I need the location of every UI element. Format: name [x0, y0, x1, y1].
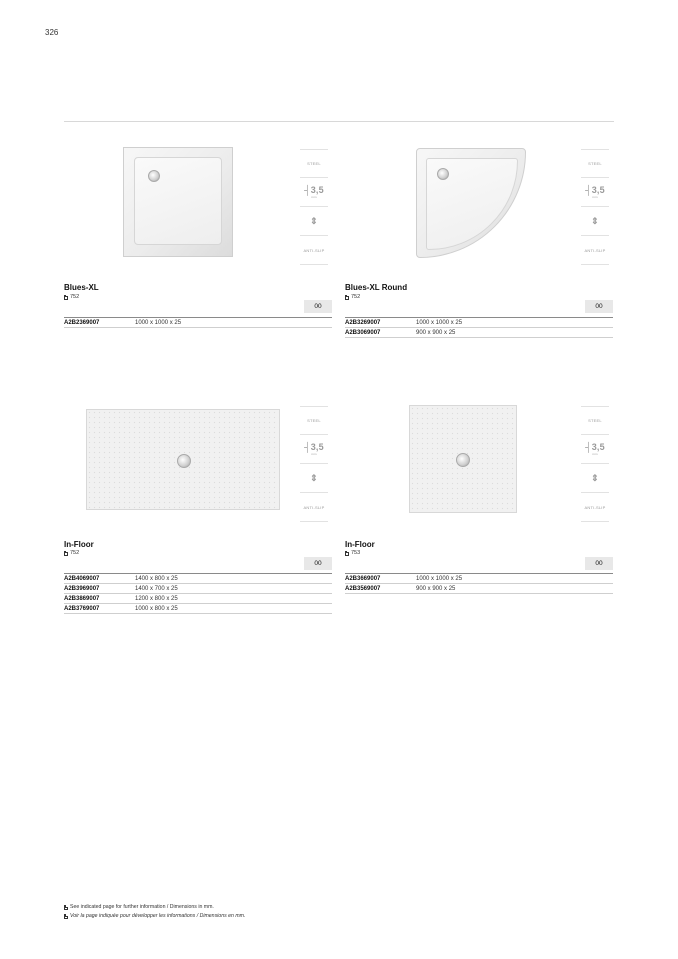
slope-icon: ┤3,5 mm	[581, 435, 609, 464]
shower-tray-image	[416, 148, 526, 258]
product-dimensions: 1000 x 1000 x 25	[416, 575, 463, 582]
product-title: In-Floor	[345, 540, 375, 549]
height-arrows-icon: ⇕	[581, 207, 609, 236]
page-number: 326	[45, 28, 59, 37]
page-reference	[64, 294, 79, 300]
color-code-badge: 00	[585, 300, 613, 313]
product-image-area	[64, 382, 332, 532]
color-code-badge: 00	[585, 557, 613, 570]
drain-icon	[148, 170, 160, 182]
feature-icons	[300, 149, 328, 265]
drain-icon	[456, 453, 470, 467]
feature-icons	[581, 149, 609, 265]
feature-icons	[300, 406, 328, 522]
table-row	[64, 584, 332, 594]
table-row	[64, 318, 332, 328]
page-ref-number: 753	[351, 550, 361, 556]
slope-unit: mm	[311, 452, 317, 456]
product-image-area	[64, 125, 332, 275]
footnote-english: See indicated page for further information / Dimensions in mm.	[70, 904, 214, 910]
steel-material-icon: STEEL	[300, 149, 328, 178]
slope-value: 3,5	[591, 185, 605, 195]
product-code: A2B3969007	[64, 585, 100, 592]
product-table	[345, 317, 613, 338]
slope-icon: ┤3,5 mm	[300, 178, 328, 207]
page-reference	[64, 550, 79, 556]
shower-tray-image	[409, 405, 517, 513]
page-icon	[64, 905, 68, 910]
slope-unit: mm	[592, 452, 598, 456]
page-icon	[345, 295, 349, 300]
height-arrows-icon: ⇕	[300, 464, 328, 493]
tray-well	[134, 157, 222, 245]
steel-material-icon: STEEL	[300, 406, 328, 435]
slope-unit: mm	[311, 195, 317, 199]
product-dimensions: 900 x 900 x 25	[416, 585, 456, 592]
slope-unit: mm	[592, 195, 598, 199]
product-title: In-Floor	[64, 540, 94, 549]
page-icon	[345, 551, 349, 556]
page-icon	[64, 295, 68, 300]
product-dimensions: 1400 x 700 x 25	[135, 585, 178, 592]
product-code: A2B3069007	[345, 329, 381, 336]
product-code: A2B3669007	[345, 575, 381, 582]
page-ref-number: 752	[351, 294, 361, 300]
page-icon	[64, 551, 68, 556]
anti-slip-icon: ANTI-SLIP	[581, 236, 609, 265]
slope-icon: ┤3,5 mm	[300, 435, 328, 464]
product-image-area	[345, 125, 613, 275]
height-arrows-icon: ⇕	[581, 464, 609, 493]
table-row	[64, 604, 332, 614]
footnote-english-row	[64, 903, 245, 912]
shower-tray-image	[86, 409, 280, 510]
product-dimensions: 1400 x 800 x 25	[135, 575, 178, 582]
color-code-badge: 00	[304, 557, 332, 570]
product-dimensions: 1000 x 1000 x 25	[135, 319, 182, 326]
product-table	[64, 317, 332, 328]
feature-icons	[581, 406, 609, 522]
color-code-badge: 00	[304, 300, 332, 313]
product-table	[64, 573, 332, 614]
steel-material-icon: STEEL	[581, 149, 609, 178]
product-title: Blues-XL	[64, 283, 99, 292]
slope-value: 3,5	[310, 442, 324, 452]
anti-slip-icon: ANTI-SLIP	[300, 236, 328, 265]
anti-slip-icon: ANTI-SLIP	[581, 493, 609, 522]
slope-value: 3,5	[310, 185, 324, 195]
product-code: A2B3769007	[64, 605, 100, 612]
product-dimensions: 1000 x 1000 x 25	[416, 319, 463, 326]
drain-icon	[177, 454, 191, 468]
product-title: Blues-XL Round	[345, 283, 408, 292]
product-code: A2B2369007	[64, 319, 100, 326]
table-row	[345, 328, 613, 338]
table-row	[64, 594, 332, 604]
slope-icon: ┤3,5 mm	[581, 178, 609, 207]
anti-slip-icon: ANTI-SLIP	[300, 493, 328, 522]
product-dimensions: 1000 x 800 x 25	[135, 605, 178, 612]
footnote-french-row	[64, 912, 245, 921]
table-row	[345, 318, 613, 328]
page-ref-number: 752	[70, 294, 80, 300]
product-dimensions: 900 x 900 x 25	[416, 329, 456, 336]
product-code: A2B3569007	[345, 585, 381, 592]
steel-material-icon: STEEL	[581, 406, 609, 435]
product-image-area	[345, 382, 613, 532]
height-arrows-icon: ⇕	[300, 207, 328, 236]
product-table	[345, 573, 613, 594]
slope-value: 3,5	[591, 442, 605, 452]
page-ref-number: 752	[70, 550, 80, 556]
top-divider	[64, 121, 614, 122]
table-row	[64, 574, 332, 584]
product-dimensions: 1200 x 800 x 25	[135, 595, 178, 602]
page-reference	[345, 294, 360, 300]
table-row	[345, 574, 613, 584]
drain-icon	[437, 168, 449, 180]
shower-tray-image	[123, 147, 233, 257]
product-code: A2B4069007	[64, 575, 100, 582]
footnote-french: Voir la page indiquée pour développer les informations / Dimensions en mm.	[70, 913, 246, 919]
product-code: A2B3869007	[64, 595, 100, 602]
footnotes	[64, 903, 245, 921]
page-icon	[64, 914, 68, 919]
page-reference	[345, 550, 360, 556]
table-row	[345, 584, 613, 594]
product-code: A2B3269007	[345, 319, 381, 326]
